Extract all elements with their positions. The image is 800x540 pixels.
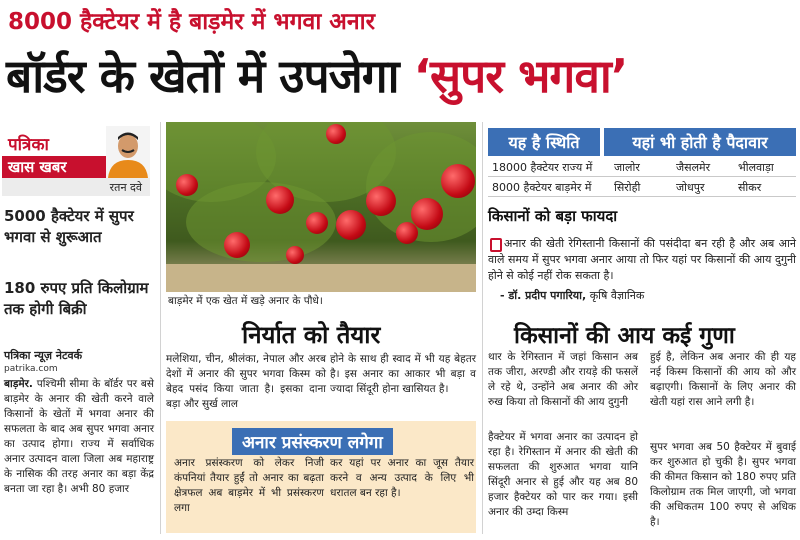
processing-title: अनार प्रसंस्करण लगेगा [232, 428, 393, 455]
stat-row-state: 18000 हैक्टेयर राज्य में [492, 161, 593, 174]
income-text-a: थार के रेगिस्तान में जहां किसान अब तक जीरा, अरण्डी और रायड़े की फसलें ले रहे थे, उन्होंने अब अनार की ओर रुख किया तो किसानों की आय दुगुनी [488, 351, 638, 408]
income-text-d: सुपर भगवा अब 50 हैक्टेयर में बुवाई कर शुरुआत हो चुकी है। सुपर भगवा की कीमत किसान को 180 रुपए प्रति किलोग्राम तक मिल जाएगी, जो भगवा की अधिकतम 100 रुपए से अधिक है। [650, 441, 796, 528]
table-divider [488, 196, 796, 197]
photo-caption: बाड़मेर में एक खेत में खड़े अनार के पौधे। [168, 295, 323, 307]
production-header: यहां भी होती है पैदावार [604, 128, 796, 156]
dateline: बाड़मेर. [4, 378, 33, 390]
column-label: खास खबर [2, 156, 150, 178]
author-name: - डॉ. प्रदीप पगारिया, [500, 289, 587, 302]
byline: रतन दवे [2, 178, 150, 196]
processing-text-a: अनार प्रसंस्करण को लेकर निजी कंपनियां तैयार हुईं तो अनार का बढ़ता क्षेत्रफल अब बाड़मेर में भी प्रसंस्करण लगा [174, 457, 324, 514]
place-cell: जैसलमेर [676, 161, 711, 174]
site-link[interactable]: patrika.com [4, 364, 58, 374]
lead-point-2: 180 रुपए प्रति किलोग्राम तक होगी बिक्री [4, 279, 149, 318]
place-cell: जालोर [614, 161, 640, 174]
headline-main: बॉर्डर के खेतों में उपजेगा [6, 49, 414, 103]
story-intro-text: पश्चिमी सीमा के बॉर्डर पर बसे बाड़मेर के अनार की खेती करने वाले किसानों के खेतों में भगवा अनार की सफलता के बाद अब सुपर भगवा अनार का उत्पाद होगा। राज्य में सर्वाधिक अनार उत्पादन वाला जिला अब महाराष्ट्र के नासिक की तरह अनार का बड़ा केंद्र बनता जा रहा है। अभी 80 हजार [4, 378, 154, 495]
export-title: निर्यात को तैयार [242, 321, 381, 349]
lead-point-1: 5000 हैक्टेयर में सुपर भगवा से शुरूआत [4, 207, 134, 246]
column-divider [482, 122, 483, 534]
main-headline [6, 44, 627, 106]
place-cell: सिरोही [614, 181, 641, 194]
income-title: किसानों की आय कई गुणा [514, 323, 735, 349]
place-cell: सीकर [738, 181, 762, 194]
quote-author [500, 288, 644, 303]
income-text-c: हैक्टेयर में भगवा अनार का उत्पादन हो रहा है। रेगिस्तान में अनार की खेती की सफलता की शुरुआत भगवा यानि सिंदूरी अनार से हुई और यह अब 80 हजार हैक्टेयर को पार कर गया। इसी अनार की उम्दा किस्म [488, 431, 638, 518]
story-intro [4, 377, 154, 497]
table-divider [488, 176, 796, 177]
news-agency: पत्रिका न्यूज़ नेटवर्क [4, 349, 83, 362]
stat-row-district: 8000 हैक्टेयर बाड़मेर में [492, 181, 592, 194]
benefit-title: किसानों को बड़ा फायदा [488, 207, 618, 225]
processing-text-b: कर यहां पर अनार का जूस तैयार करने व अन्य उत्पाद के लिए भी धरातल बन रहा है। [330, 457, 474, 499]
kicker-headline: 8000 हैक्टेयर में है बाड़मेर में भगवा अनार [8, 9, 375, 35]
expert-quote: अनार की खेती रेगिस्तानी किसानों की पसंदीदा बन रही है और अब आने वाले समय में सुपर भगवा अनार आया तो फिर यहां पर किसानों की आय दुगुनी होने से कोई नहीं रोक सकता है। [488, 237, 796, 282]
headline-highlight: ‘सुपर भगवा’ [413, 49, 628, 103]
place-cell: जोधपुर [676, 181, 705, 194]
author-role: कृषि वैज्ञानिक [586, 289, 645, 302]
reporter-avatar-icon [106, 126, 150, 178]
income-text-b: हुई है, लेकिन अब अनार की ही यह नई किस्म किसानों की आय को और बढ़ाएगी। किसानों के लिए अनार की खेती यहां रास आने लगी है। [650, 351, 796, 408]
pomegranate-tree-photo [166, 122, 476, 292]
place-cell: भीलवाड़ा [738, 161, 774, 174]
column-brand: पत्रिका [8, 135, 49, 155]
status-header: यह है स्थिति [488, 128, 600, 156]
export-text-b: होने के साथ ही स्वाद में भी यह बेहतर है। इस अनार का आकार भी बड़ा व ज्यादा सिंदूरी होना खासियत है। [330, 353, 476, 395]
column-divider [160, 122, 161, 534]
export-text-a: मलेशिया, चीन, श्रीलंका, नेपाल और अरब देशों में अनार की सुपर भगवा किस्म को बेहद पसंद किया जाता है। इसका दाना बड़ा और सुर्ख लाल [166, 353, 326, 410]
